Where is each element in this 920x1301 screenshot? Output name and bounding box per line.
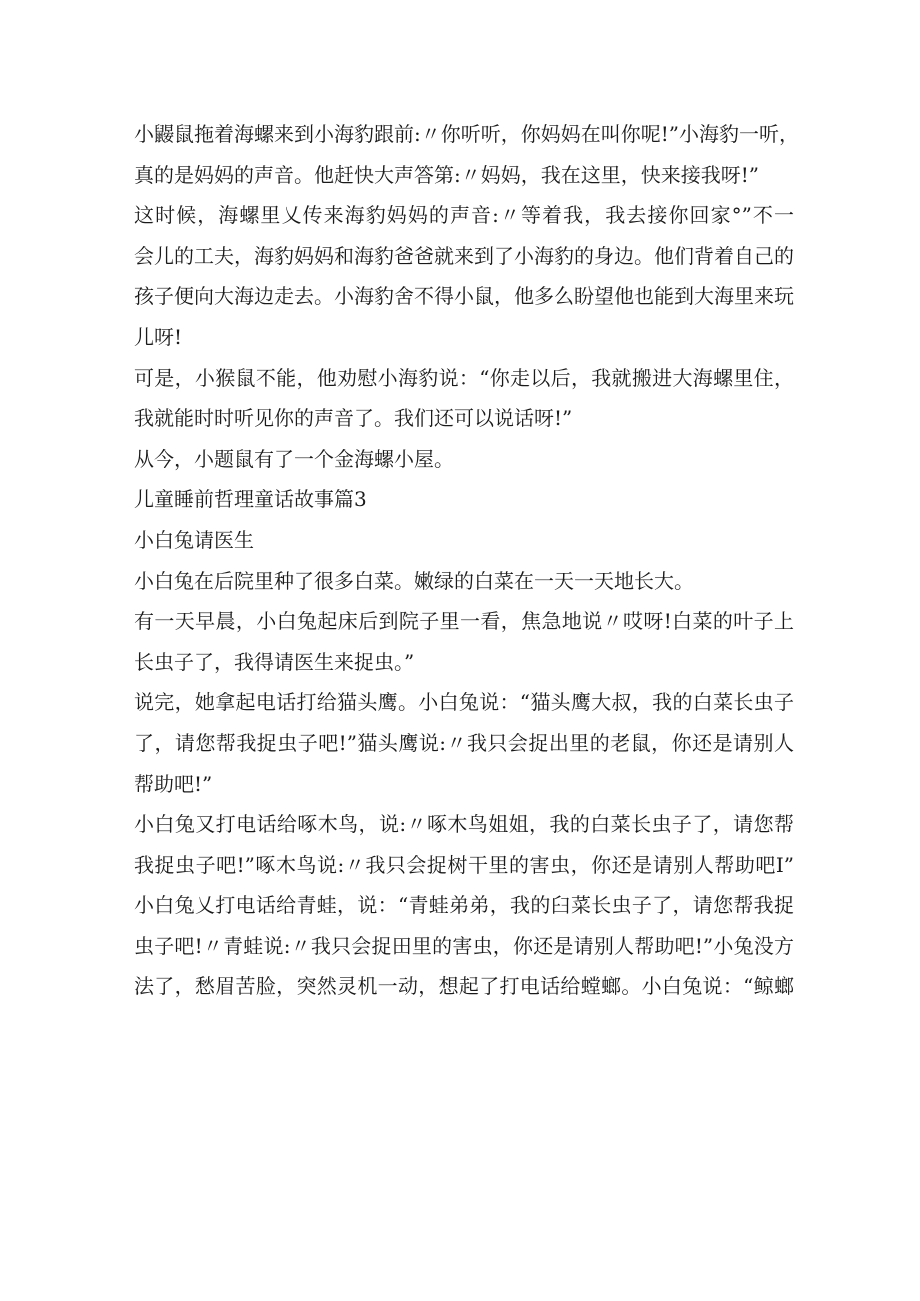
text-line: 孩子便向大海边走去。小海豹舍不得小鼠，他多么盼望他也能到大海里来玩 [134, 284, 794, 309]
text-line: 帮助吧!” [134, 771, 213, 796]
text-line: 法了，愁眉苦脸，突然灵机一动，想起了打电话给螳螂。小白兔说：“鲸螂 [134, 974, 794, 999]
text-line: 虫子吧!〃青蛙说:〃我只会捉田里的害虫，你还是请别人帮助吧!”小兔没方 [134, 933, 794, 958]
text-line: 我捉虫子吧!”啄木鸟说:〃我只会捉树干里的害虫，你还是请别人帮助吧I” [134, 852, 794, 877]
text-line: 有一天早晨，小白兔起床后到院子里一看，焦急地说〃哎呀!白菜的叶子上 [134, 609, 794, 634]
text-line: 儿呀! [134, 324, 183, 349]
text-line: 我就能时时听见你的声音了。我们还可以说话呀!” [134, 406, 573, 431]
text-line: 长虫子了，我得请医生来捉虫。” [134, 649, 415, 674]
text-line: 可是，小猴鼠不能，他劝慰小海豹说：“你走以后，我就搬进大海螺里住， [134, 365, 794, 390]
text-line: 小白兔乂打电话给青蛙，说：“青蛙弟弟，我的臼菜长虫子了，请您帮我捉 [134, 893, 794, 918]
text-line: 说完，她拿起电话打给猫头鹰。小白兔说：“猫头鹰大叔，我的白菜长虫子 [134, 690, 794, 715]
text-line: 真的是妈妈的声音。他赶快大声答第:〃妈妈，我在这里，快来接我呀!” [134, 162, 759, 187]
text-line: 会儿的工夫，海豹妈妈和海豹爸爸就来到了小海豹的身边。他们背着自己的 [134, 243, 794, 268]
text-line: 小白兔又打电话给啄木鸟，说:〃啄木鸟姐姐，我的白菜长虫子了，请您帮 [134, 812, 794, 837]
section-heading: 儿童睡前哲理童话故事篇3 [134, 487, 367, 512]
text-line: 从今，小题鼠有了一个金海螺小屋。 [134, 446, 454, 471]
text-line: 小白兔在后院里种了很多白菜。嫩绿的白菜在一天一天地长大。 [134, 568, 694, 593]
text-line: 小鼹鼠拖着海螺来到小海豹跟前:〃你听听，你妈妈在叫你呢!”小海豹一听， [134, 122, 799, 146]
story-text-body [134, 114, 799, 1007]
text-line: 了，请您帮我捉虫子吧!”猫头鹰说:〃我只会捉出里的老鼠，你还是请别人 [134, 730, 794, 755]
story-title: 小白兔请医生 [134, 527, 254, 552]
text-line: 这时候，海螺里乂传来海豹妈妈的声音:〃等着我，我去接你回家°”不一 [134, 203, 794, 228]
